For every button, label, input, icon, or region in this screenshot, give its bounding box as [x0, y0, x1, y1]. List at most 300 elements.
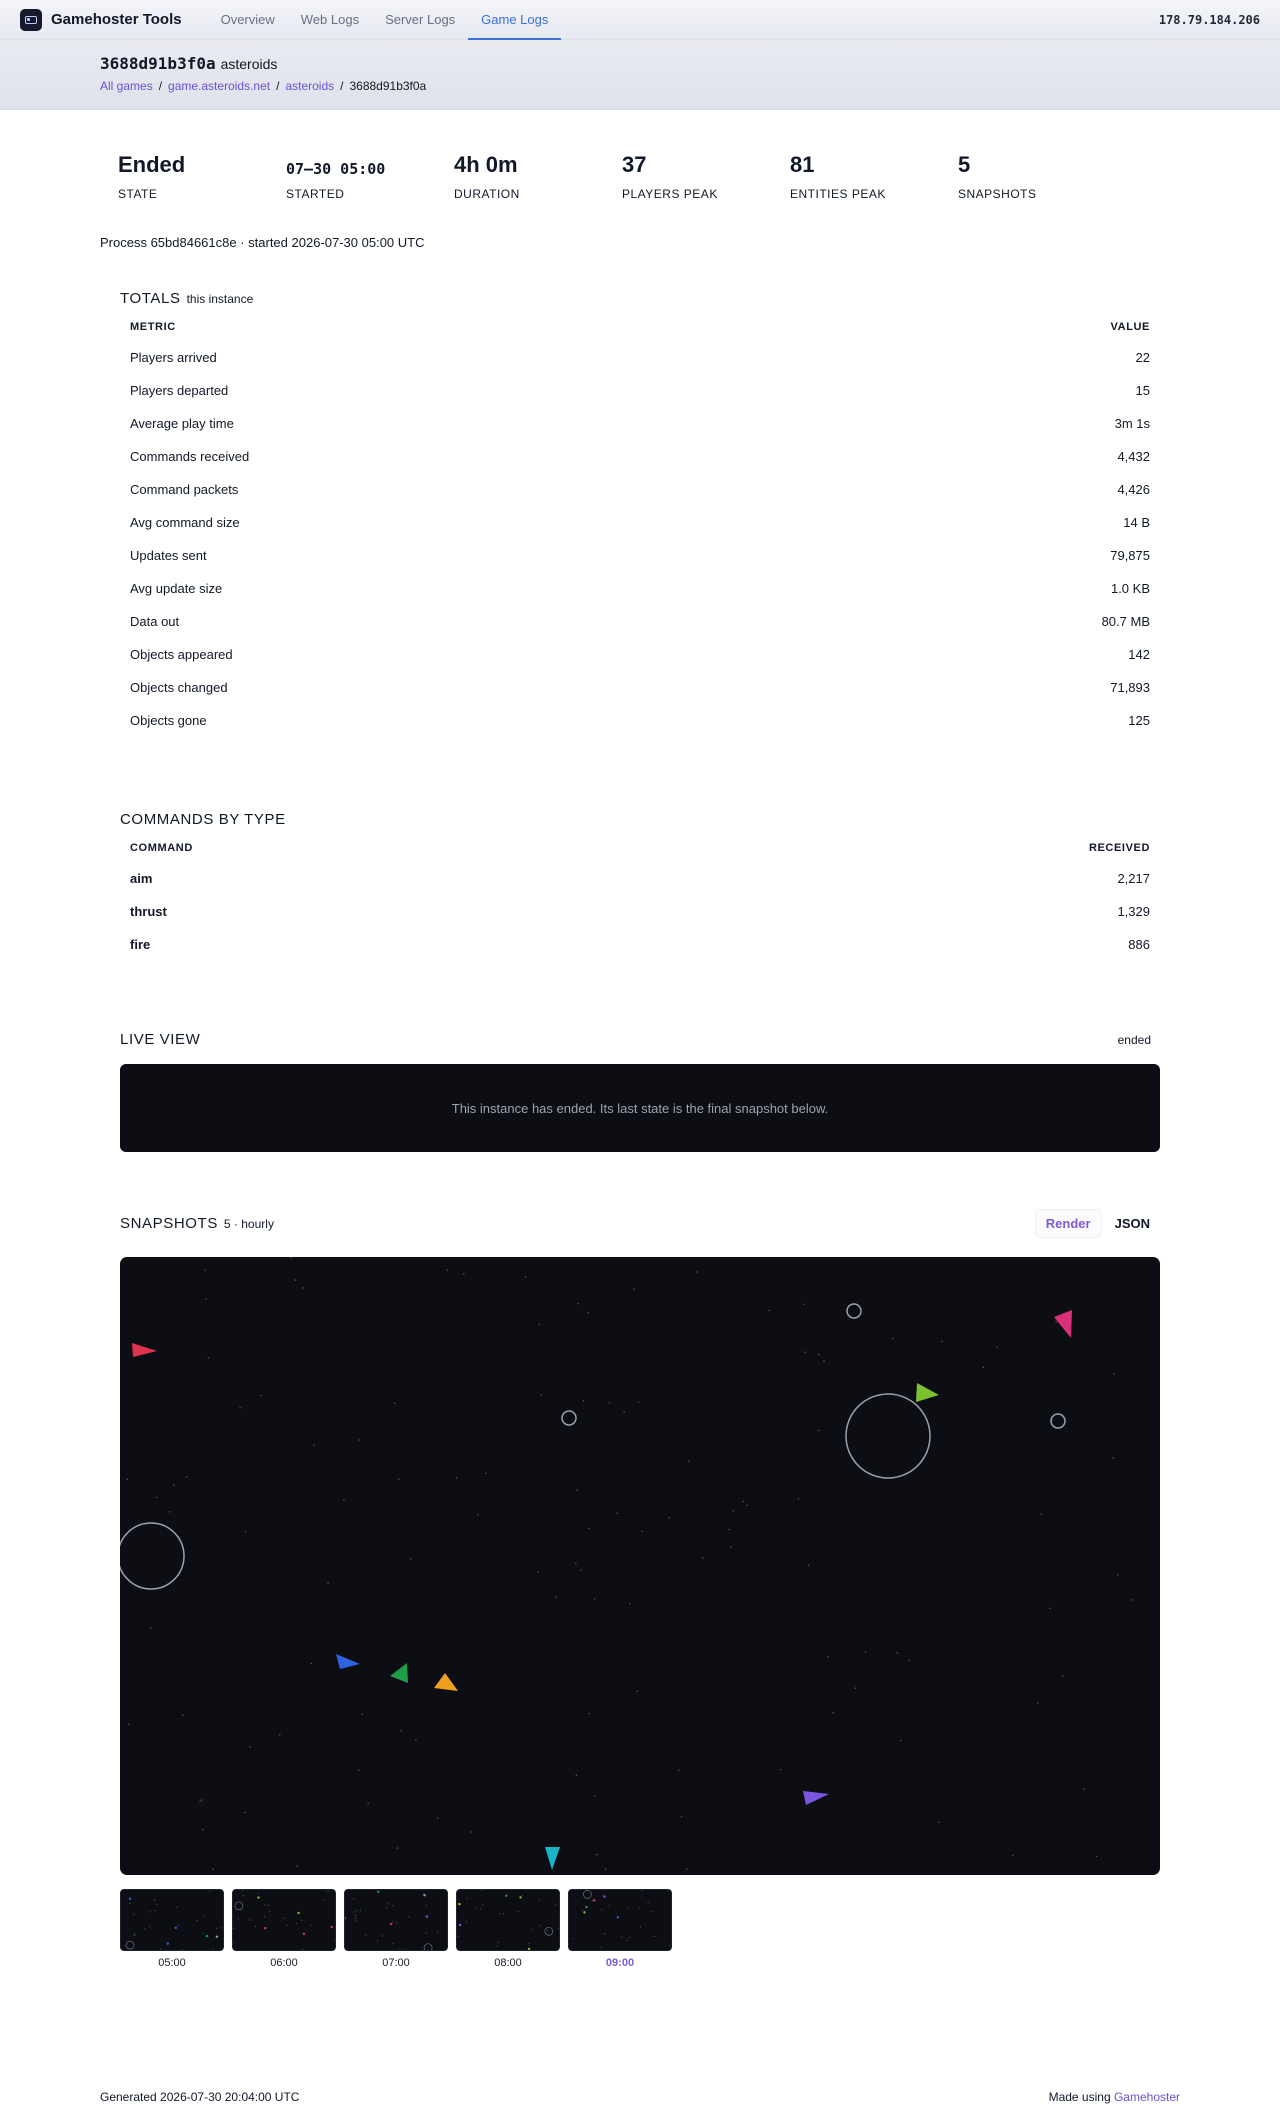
star [129, 1903, 130, 1904]
ship [1054, 1310, 1072, 1338]
star [1055, 1321, 1057, 1323]
ship-dot [593, 1899, 595, 1901]
star [485, 1473, 487, 1475]
star [616, 1513, 618, 1515]
ship [803, 1791, 829, 1805]
star [672, 1897, 673, 1898]
json-toggle-button[interactable]: JSON [1105, 1210, 1160, 1237]
ship-dot [426, 1915, 428, 1917]
star [264, 1916, 265, 1917]
star [539, 1900, 540, 1901]
star [655, 1950, 656, 1951]
star [466, 1922, 467, 1923]
nav-game-logs[interactable]: Game Logs [468, 0, 561, 40]
star [388, 1903, 389, 1904]
star [208, 1357, 210, 1359]
metric-value: 71,893 [817, 671, 1160, 704]
star [197, 1920, 198, 1921]
star [265, 1904, 266, 1905]
stat-value: 5 [958, 150, 1126, 178]
star [249, 1746, 251, 1748]
star [908, 1660, 910, 1662]
stat-snapshots [958, 150, 1126, 201]
star [302, 1949, 303, 1950]
stat-players-peak [622, 150, 790, 201]
star [1131, 1599, 1133, 1601]
star [169, 1511, 171, 1513]
ship-dot [331, 1926, 333, 1928]
nav-overview[interactable]: Overview [208, 0, 288, 40]
section-title [120, 290, 1160, 307]
star [471, 1831, 473, 1833]
star [457, 1891, 458, 1892]
star [458, 1936, 459, 1937]
asteroid [846, 1394, 930, 1478]
star [415, 1739, 417, 1741]
star [201, 1799, 203, 1801]
snapshot-thumb[interactable] [456, 1889, 560, 1969]
command-count: 2,217 [646, 862, 1160, 895]
star [780, 1769, 782, 1771]
star [213, 1948, 214, 1949]
section-title [120, 1031, 200, 1048]
commands-title: COMMANDS BY TYPE [120, 811, 286, 828]
star [941, 1341, 943, 1343]
thumbnail-image [568, 1889, 672, 1951]
table-row [120, 572, 1160, 605]
live-view-panel [120, 1064, 1160, 1152]
thumbnail-time: 05:00 [120, 1957, 224, 1969]
ship [390, 1663, 408, 1683]
star [637, 1691, 639, 1693]
star [481, 1890, 482, 1891]
star [399, 1948, 400, 1949]
breadcrumb-host[interactable]: game.asteroids.net [168, 79, 270, 93]
star [327, 1582, 329, 1584]
thumbnail-scene [233, 1890, 336, 1951]
metric-value: 22 [817, 341, 1160, 374]
ship-dot [303, 1933, 305, 1935]
star [220, 1927, 221, 1928]
star [528, 1943, 529, 1944]
star [343, 1499, 345, 1501]
star [576, 1489, 578, 1491]
section-title [120, 1215, 274, 1232]
ship-dot [603, 1895, 605, 1897]
star [216, 1928, 217, 1929]
star [149, 1911, 150, 1912]
star [681, 1816, 683, 1818]
star [287, 1925, 288, 1926]
star [604, 1933, 605, 1934]
star [640, 1926, 641, 1927]
star [239, 1407, 241, 1409]
star [639, 1908, 640, 1909]
ship-dot [167, 1942, 169, 1944]
page-header [0, 40, 1280, 110]
star [134, 1933, 135, 1934]
snapshot-thumb[interactable] [344, 1889, 448, 1969]
star [594, 1795, 596, 1797]
ship [545, 1847, 560, 1870]
ship-dot [264, 1927, 266, 1929]
live-message: This instance has ended. Its last state is the final snapshot below. [452, 1101, 829, 1116]
stat-value: 07–30 05:00 [286, 150, 454, 178]
star [128, 1724, 130, 1726]
star [186, 1476, 188, 1478]
star [1049, 1608, 1051, 1610]
metric-name: Avg update size [120, 572, 817, 605]
star [808, 1565, 810, 1567]
star [199, 1801, 201, 1803]
totals-subtitle: this instance [187, 292, 254, 306]
breadcrumb-all-games[interactable]: All games [100, 79, 153, 93]
command-name: thrust [120, 895, 646, 928]
ship-dot [459, 1924, 461, 1926]
star [827, 1656, 829, 1658]
star [463, 1273, 465, 1275]
metric-name: Objects gone [120, 704, 817, 737]
stat-label: STARTED [286, 187, 454, 201]
star [892, 1338, 894, 1340]
star [283, 1918, 284, 1919]
render-toggle-button[interactable]: Render [1036, 1210, 1101, 1237]
star [547, 1930, 548, 1931]
ship-dot [390, 1923, 392, 1925]
star [356, 1910, 357, 1911]
made-using-prefix: Made using [1049, 2090, 1111, 2104]
metric-value: 80.7 MB [817, 605, 1160, 638]
star [408, 1916, 409, 1917]
thumbnail-time: 09:00 [568, 1957, 672, 1969]
metric-name: Data out [120, 605, 817, 638]
star [855, 1687, 857, 1689]
gamehoster-link[interactable]: Gamehoster [1114, 2090, 1180, 2104]
star [203, 1933, 204, 1934]
star [204, 1269, 206, 1271]
nav-server-logs[interactable]: Server Logs [372, 0, 468, 40]
star [653, 1936, 654, 1937]
star [156, 1497, 158, 1499]
star [576, 1774, 578, 1776]
generated-at: Generated 2026-07-30 20:04:00 UTC [100, 2090, 299, 2104]
star [365, 1935, 366, 1936]
asteroid [847, 1304, 861, 1318]
star [204, 1915, 205, 1916]
asteroid [126, 1941, 134, 1949]
star [589, 1713, 591, 1715]
star [156, 1904, 157, 1905]
star [897, 1652, 899, 1654]
ship-dot [528, 1948, 530, 1950]
asteroid [120, 1523, 184, 1589]
star [900, 1740, 902, 1742]
snapshot-thumb-active[interactable] [568, 1889, 672, 1969]
star [539, 1925, 540, 1926]
table-row [120, 928, 1160, 961]
star [583, 1400, 585, 1402]
breadcrumb-separator: / [340, 79, 343, 93]
thumbnail-scene [569, 1890, 672, 1951]
star [688, 1460, 690, 1462]
metric-value: 1.0 KB [817, 572, 1160, 605]
star [243, 1895, 244, 1896]
ship-dot [206, 1935, 208, 1937]
star [367, 1803, 369, 1805]
star [154, 1899, 155, 1900]
star [621, 1936, 622, 1937]
star [245, 1531, 247, 1533]
star [205, 1299, 207, 1301]
top-nav [0, 0, 1280, 40]
star [160, 1948, 161, 1949]
commands-table [120, 842, 1160, 961]
star [601, 1947, 602, 1948]
col-command: COMMAND [120, 842, 646, 862]
breadcrumb-separator: / [159, 79, 162, 93]
star [1083, 1788, 1085, 1790]
star [498, 1942, 499, 1943]
star [426, 1905, 427, 1906]
thumbnail-time: 08:00 [456, 1957, 560, 1969]
metric-value: 14 B [817, 506, 1160, 539]
stat-started [286, 150, 454, 201]
metric-name: Updates sent [120, 539, 817, 572]
thumbnail-image [344, 1889, 448, 1951]
star [1062, 1675, 1064, 1677]
star [627, 1908, 628, 1909]
star [456, 1477, 458, 1479]
thumbnail-image [456, 1889, 560, 1951]
stat-label: STATE [118, 187, 286, 201]
snapshot-thumb[interactable] [232, 1889, 336, 1969]
star [242, 1890, 243, 1891]
thumbnail-image [120, 1889, 224, 1951]
star [1096, 1856, 1098, 1858]
star [209, 1891, 210, 1892]
snapshot-thumbnails [120, 1889, 1160, 1969]
star [609, 1905, 610, 1906]
star [244, 1812, 246, 1814]
metric-name: Players arrived [120, 341, 817, 374]
breadcrumb-game[interactable]: asteroids [285, 79, 334, 93]
metric-value: 3m 1s [817, 407, 1160, 440]
stat-entities-peak [790, 150, 958, 201]
star [397, 1847, 399, 1849]
breadcrumb-separator: / [276, 79, 279, 93]
ship-dot [458, 1903, 460, 1905]
star [480, 1908, 481, 1909]
metric-value: 142 [817, 638, 1160, 671]
metric-value: 15 [817, 374, 1160, 407]
star [475, 1908, 476, 1909]
star [359, 1439, 361, 1441]
star [296, 1865, 298, 1867]
star [732, 1510, 734, 1512]
breadcrumb [100, 79, 1280, 93]
command-name: fire [120, 928, 646, 961]
metric-name: Objects changed [120, 671, 817, 704]
star [233, 1942, 234, 1943]
table-row [120, 440, 1160, 473]
star [400, 1730, 402, 1732]
star [426, 1932, 427, 1933]
star [261, 1395, 263, 1397]
star [133, 1914, 134, 1915]
star [392, 1921, 393, 1922]
footer [100, 2090, 1180, 2104]
star [518, 1911, 519, 1912]
star [596, 1854, 598, 1856]
star [356, 1920, 357, 1921]
star [503, 1913, 504, 1914]
ship [132, 1343, 157, 1357]
table-row [120, 341, 1160, 374]
metric-value: 4,426 [817, 473, 1160, 506]
thumbnail-time: 06:00 [232, 1957, 336, 1969]
ship-dot [519, 1896, 521, 1898]
star [301, 1920, 302, 1921]
star [730, 1546, 732, 1548]
thumbnail-scene [345, 1890, 448, 1951]
ship-dot [505, 1895, 507, 1897]
star [558, 1928, 559, 1929]
star [360, 1910, 361, 1911]
star [466, 1898, 467, 1899]
star [575, 1563, 577, 1565]
asteroid [424, 1944, 432, 1951]
live-view-section [120, 1031, 1160, 1152]
snapshot-thumb[interactable] [120, 1889, 224, 1969]
stat-value: 81 [790, 150, 958, 178]
ship-dot [216, 1936, 218, 1938]
command-count: 886 [646, 928, 1160, 961]
star [1113, 1373, 1115, 1375]
metric-name: Average play time [120, 407, 817, 440]
star [255, 1926, 256, 1927]
star [742, 1501, 744, 1503]
star [669, 1945, 670, 1946]
ship [336, 1654, 360, 1669]
star [233, 1928, 234, 1929]
stat-value: 4h 0m [454, 150, 622, 178]
metric-name: Avg command size [120, 506, 817, 539]
star [823, 1360, 825, 1362]
metric-value: 4,432 [817, 440, 1160, 473]
star [865, 1651, 867, 1653]
stat-label: ENTITIES PEAK [790, 187, 958, 201]
star [629, 1937, 630, 1938]
stat-value: Ended [118, 150, 286, 178]
metric-name: Commands received [120, 440, 817, 473]
table-row [120, 605, 1160, 638]
star [279, 1734, 281, 1736]
star [573, 1938, 574, 1939]
metric-name: Players departed [120, 374, 817, 407]
ship-dot [257, 1896, 259, 1898]
star [178, 1925, 179, 1926]
star [623, 1411, 625, 1413]
live-title: LIVE VIEW [120, 1031, 200, 1048]
asteroid [1051, 1414, 1065, 1428]
thumbnail-scene [121, 1890, 224, 1951]
brand[interactable] [20, 0, 182, 39]
star [477, 1514, 479, 1516]
star [537, 1571, 539, 1573]
asteroid [235, 1902, 243, 1910]
thumbnail-scene [457, 1890, 560, 1951]
section-title [120, 811, 1160, 828]
table-header-row [120, 842, 1160, 862]
ship-dot [129, 1898, 131, 1900]
star [323, 1900, 324, 1901]
star [577, 1303, 579, 1305]
star [447, 1270, 449, 1272]
star [302, 1287, 304, 1289]
command-count: 1,329 [646, 895, 1160, 928]
ship-dot [423, 1894, 425, 1896]
star [500, 1913, 501, 1914]
table-row [120, 862, 1160, 895]
star [638, 1402, 640, 1404]
table-row [120, 539, 1160, 572]
star [746, 1505, 748, 1507]
star [609, 1402, 611, 1404]
star [382, 1935, 383, 1936]
thumbnail-image [232, 1889, 336, 1951]
table-row [120, 671, 1160, 704]
star [983, 1366, 985, 1368]
table-row [120, 895, 1160, 928]
stats-row [0, 110, 1280, 201]
star [728, 1529, 730, 1531]
star [311, 1663, 313, 1665]
star [398, 1478, 400, 1480]
stat-label: SNAPSHOTS [958, 187, 1126, 201]
table-row [120, 638, 1160, 671]
star [290, 1257, 292, 1258]
metric-value: 79,875 [817, 539, 1160, 572]
made-using [1049, 2090, 1180, 2104]
ship-dot [297, 1912, 299, 1914]
table-header-row [120, 321, 1160, 341]
metric-value: 125 [817, 704, 1160, 737]
gamepad-icon [20, 9, 42, 31]
star [149, 1926, 150, 1927]
nav-web-logs[interactable]: Web Logs [288, 0, 372, 40]
star [1037, 1702, 1039, 1704]
ship [916, 1383, 939, 1402]
star [396, 1922, 397, 1923]
star [249, 1919, 250, 1920]
star [437, 1817, 439, 1819]
star [601, 1909, 602, 1910]
star [295, 1279, 297, 1281]
col-metric: METRIC [120, 321, 817, 341]
star [482, 1904, 483, 1905]
star [377, 1940, 378, 1941]
star [642, 1890, 643, 1891]
stat-value: 37 [622, 150, 790, 178]
star [311, 1925, 312, 1926]
stat-label: PLAYERS PEAK [622, 187, 790, 201]
star [1117, 1574, 1119, 1576]
star [702, 1557, 704, 1559]
star [555, 1904, 556, 1905]
table-row [120, 704, 1160, 737]
command-name: aim [120, 862, 646, 895]
ship-dot [377, 1891, 379, 1893]
